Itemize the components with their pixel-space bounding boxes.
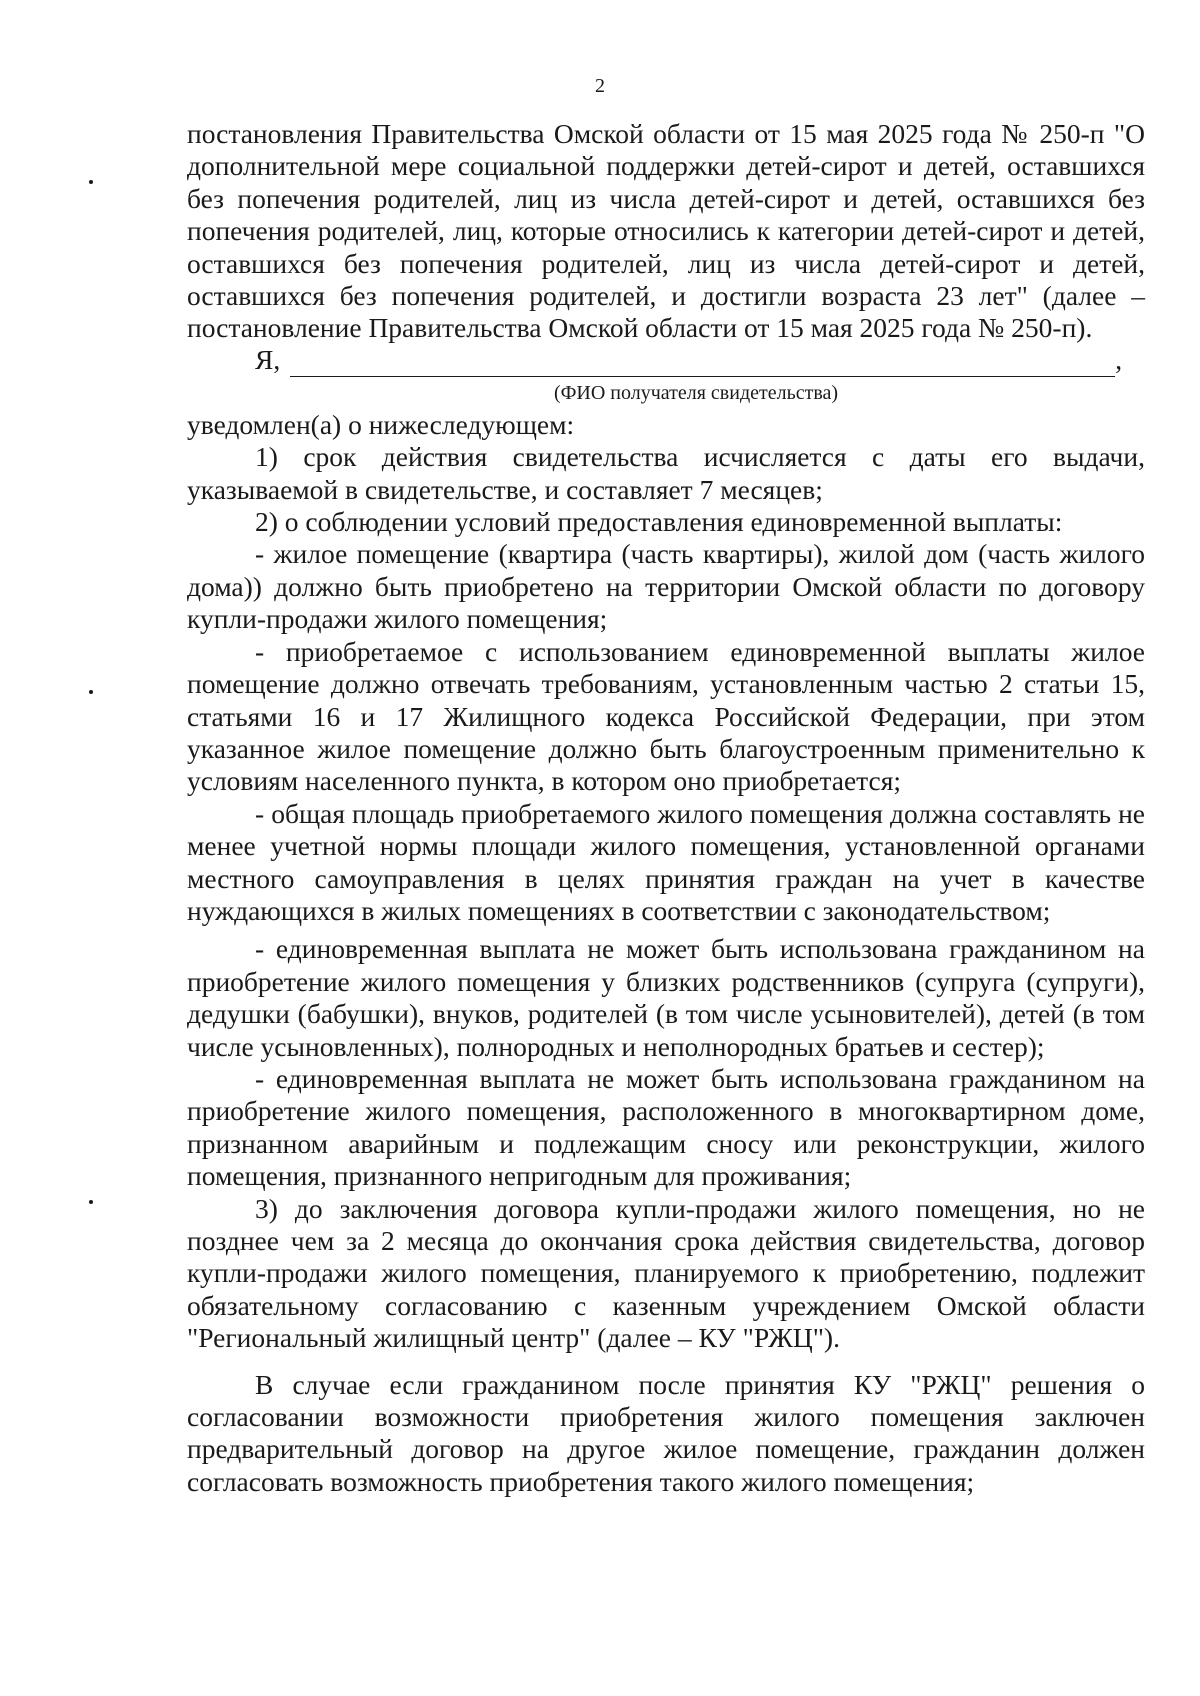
paragraph-item-1: 1) срок действия свидетельства исчисляется с даты его выдачи, указываемой в свидетельстве, и составляет 7 месяцев; [187,441,1145,505]
paragraph-intro: постановления Правительства Омской области от 15 мая 2025 года № 250-п "О дополнительной мере социальной поддержки детей-сирот и детей, оставшихся без попечения родителей, лиц из числа детей-сирот и детей, оставшихся без попечения родителей, лиц, которые относились к категории детей-сирот и детей, оставшихся без попечения родителей, лиц из числа детей-сирот и детей, оставшихся без попечения родителей, и достигли возраста 23 лет" (далее – постановление Правительства Омской области от 15 мая 2025 года № 250-п). [187,118,1145,344]
paragraph-bullet-3: - общая площадь приобретаемого жилого помещения должна составлять не менее учетной нормы площади жилого помещения, установленной органами местного самоуправления в целях принятия граждан на учет в качестве нуждающихся в жилых помещениях в соответствии с законодательством; [187,797,1145,926]
signature-prefix: Я, [255,344,281,376]
signature-caption: (ФИО получателя свидетельства) [553,381,839,404]
paragraph-closing: В случае если гражданином после принятия КУ "РЖЦ" решения о согласовании возможности приобретения жилого помещения заключен предварительный договор на другое жилое помещение, гражданин должен согласовать возможность приобретения такого жилого помещения; [187,1368,1145,1497]
margin-mark [89,1200,93,1204]
signature-blank-line [290,354,1115,377]
paragraph-item-3: 3) до заключения договора купли-продажи жилого помещения, но не позднее чем за 2 месяца до окончания срока действия свидетельства, договор купли-продажи жилого помещения, планируемого к приобретению, подлежит обязательному согласованию с казенным учреждением Омской области "Региональный жилищный центр" (далее – КУ "РЖЦ"). [187,1192,1145,1354]
signature-suffix: , [1115,344,1123,376]
paragraph-bullet-1: - жилое помещение (квартира (часть квартиры), жилой дом (часть жилого дома)) должно быть приобретено на территории Омской области по договору купли-продажи жилого помещения; [187,538,1145,635]
margin-mark [89,690,93,694]
signature-field [187,345,1145,377]
page-number: 2 [595,75,605,97]
document-body [187,118,1145,1498]
paragraph-bullet-2: - приобретаемое с использованием единовременной выплаты жилое помещение должно отвечать требованиям, установленным частью 2 статьи 15, статьями 16 и 17 Жилищного кодекса Российской Федерации, при этом указанное жилое помещение должно быть благоустроенным применительно к условиям населенного пункта, в котором оно приобретается; [187,635,1145,797]
paragraph-item-2: 2) о соблюдении условий предоставления единовременной выплаты: [255,506,1063,538]
margin-mark [89,180,93,184]
paragraph-bullet-4: - единовременная выплата не может быть использована гражданином на приобретение жилого помещения у близких родственников (супруга (супруги), дедушки (бабушки), внуков, родителей (в том числе усыновителей), детей (в том числе усыновленных), полнородных и неполнородных братьев и сестер); [187,933,1145,1062]
paragraph-notified: уведомлен(а) о нижеследующем: [187,408,575,440]
paragraph-bullet-5: - единовременная выплата не может быть использована гражданином на приобретение жилого помещения, расположенного в многоквартирном доме, признанном аварийным и подлежащим сносу или реконструкции, жилого помещения, признанного непригодным для проживания; [187,1062,1145,1192]
